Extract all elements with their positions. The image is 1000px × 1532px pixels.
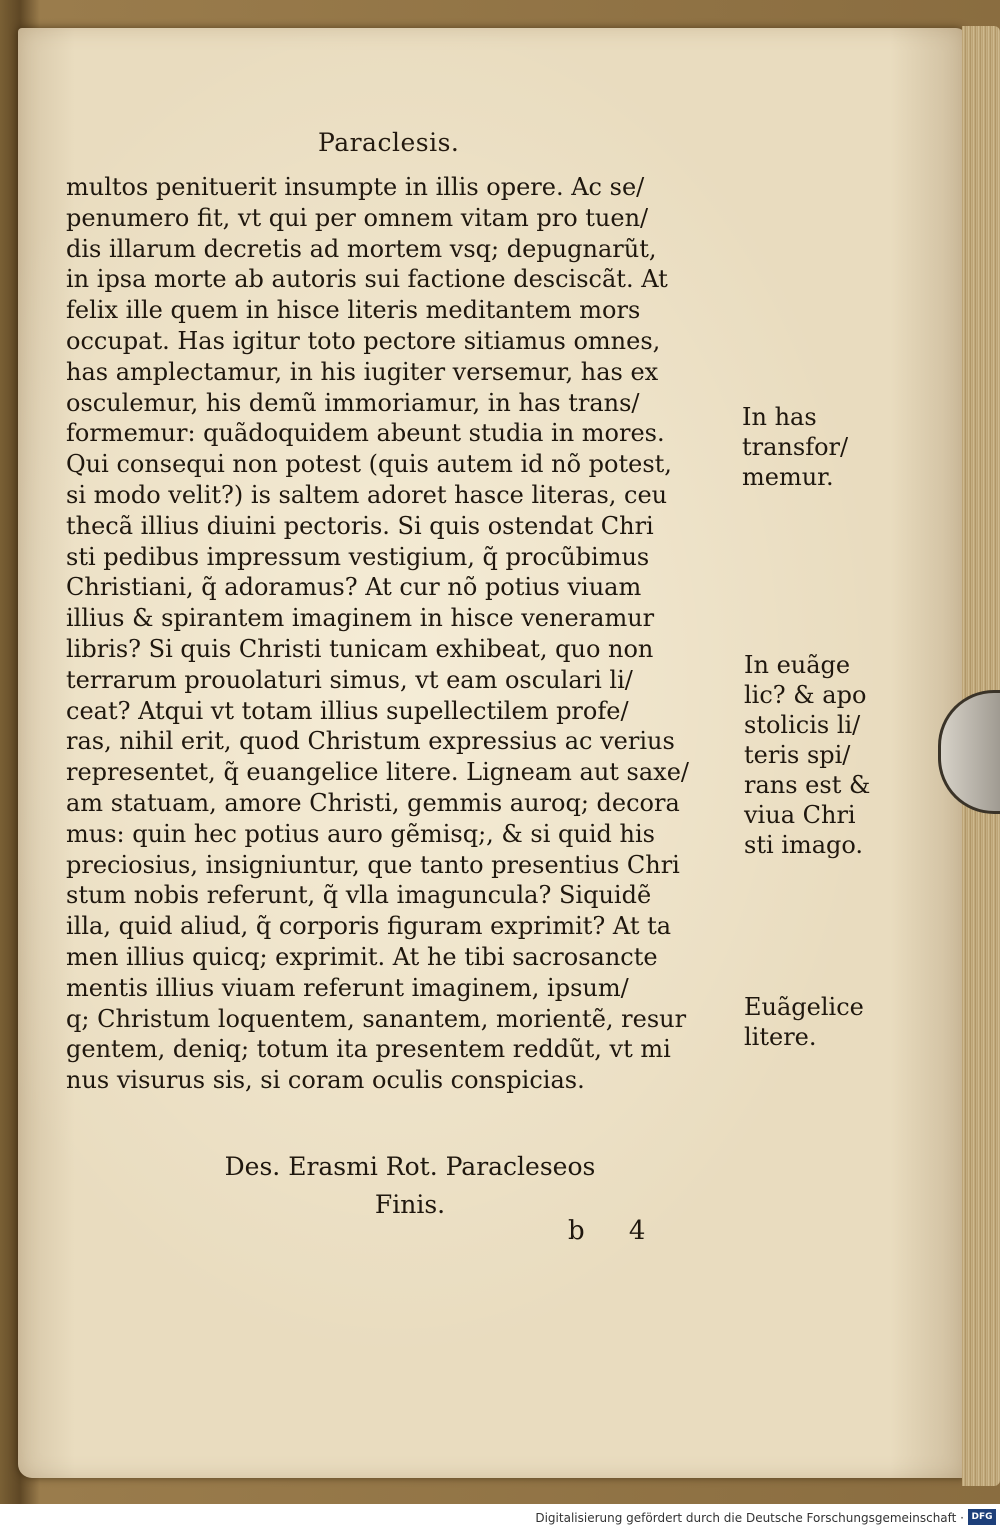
marginal-note-line: transfor/: [742, 433, 849, 461]
text-line: in ipsa morte ab autoris sui factione desciscãt. At: [66, 265, 668, 294]
marginal-note-line: Euãgelice: [744, 993, 864, 1021]
marginal-note-line: rans est &: [744, 771, 871, 799]
marginal-note-line: stolicis li/: [744, 711, 861, 739]
running-head: Paraclesis.: [318, 128, 460, 157]
marginal-note-3: [744, 992, 864, 1052]
text-line: dis illarum decretis ad mortem vsq; depugnarũt,: [66, 234, 657, 263]
text-line: felix ille quem in hisce literis meditantem mors: [66, 296, 641, 325]
marginal-note-2: [744, 650, 870, 860]
text-line: gentem, deniq; totum ita presentem reddũt, vt mi: [66, 1035, 671, 1064]
body-text-block: [66, 172, 736, 1096]
text-line: mentis illius viuam referunt imaginem, ipsum/: [66, 973, 629, 1002]
marginal-note-line: sti imago.: [744, 831, 864, 859]
colophon-line: Finis.: [374, 1190, 446, 1219]
text-line: representet, q̃ euangelice litere. Ligneam aut saxe/: [66, 758, 690, 787]
text-line: Qui consequi non potest (quis autem id nõ potest,: [66, 450, 672, 479]
digitization-footer: [0, 1504, 1000, 1532]
colophon: [0, 1148, 820, 1224]
colophon-line: Des. Erasmi Rot. Paracleseos: [224, 1152, 596, 1181]
text-line: multos penituerit insumpte in illis opere. Ac se/: [66, 173, 645, 201]
text-line: illius & spirantem imaginem in hisce veneramur: [66, 604, 655, 633]
text-line: ras, nihil erit, quod Christum expressius ac verius: [66, 727, 675, 756]
marginal-note-line: In has: [742, 403, 817, 431]
text-line: osculemur, his demũ immoriamur, in has trans/: [66, 388, 640, 417]
text-line: preciosius, insigniuntur, que tanto presentius Chri: [66, 850, 680, 879]
dfg-logo-icon: DFG: [968, 1509, 996, 1525]
text-line: mus: quin hec potius auro gẽmisq;, & si quid his: [66, 819, 655, 848]
marginal-note-line: lic? & apo: [744, 681, 867, 709]
marginal-note-1: [742, 402, 848, 492]
text-line: illa, quid aliud, q̃ corporis figuram exprimit? At ta: [66, 912, 672, 941]
text-line: formemur: quãdoquidem abeunt studia in mores.: [66, 419, 665, 448]
text-line: occupat. Has igitur toto pectore sitiamus omnes,: [66, 326, 661, 355]
text-line: sti pedibus impressum vestigium, q̃ procũbimus: [66, 542, 650, 571]
text-line: terrarum prouolaturi simus, vt eam osculari li/: [66, 665, 633, 694]
text-line: penumero fit, vt qui per omnem vitam pro tuen/: [66, 203, 649, 232]
text-line: men illius quicq; exprimit. At he tibi sacrosancte: [66, 942, 658, 971]
text-line: Christiani, q̃ adoramus? At cur nõ potius viuam: [66, 573, 642, 602]
funding-credit: Digitalisierung gefördert durch die Deutsche Forschungsgemeinschaft ·: [535, 1511, 964, 1525]
text-line: thecã illius diuini pectoris. Si quis ostendat Chri: [66, 511, 654, 540]
marginal-note-line: litere.: [744, 1023, 817, 1051]
text-line: has amplectamur, in his iugiter versemur, has ex: [66, 357, 659, 386]
text-line: si modo velit?) is saltem adoret hasce literas, ceu: [66, 480, 668, 509]
signature-mark: b 4: [568, 1216, 664, 1246]
text-line: am statuam, amore Christi, gemmis auroq; decora: [66, 788, 680, 817]
marginal-note-line: memur.: [742, 463, 834, 491]
text-line: q; Christum loquentem, sanantem, morientẽ, resur: [66, 1004, 687, 1033]
text-line: libris? Si quis Christi tunicam exhibeat, quo non: [66, 634, 654, 663]
text-line: ceat? Atqui vt totam illius supellectilem profe/: [66, 696, 629, 725]
text-line: stum nobis referunt, q̃ vlla imaguncula? Siquidẽ: [66, 881, 652, 910]
marginal-note-line: viua Chri: [744, 801, 856, 829]
marginal-note-line: teris spi/: [744, 741, 851, 769]
marginal-note-line: In euãge: [744, 651, 851, 679]
text-line: nus visurus sis, si coram oculis conspicias.: [66, 1066, 585, 1095]
